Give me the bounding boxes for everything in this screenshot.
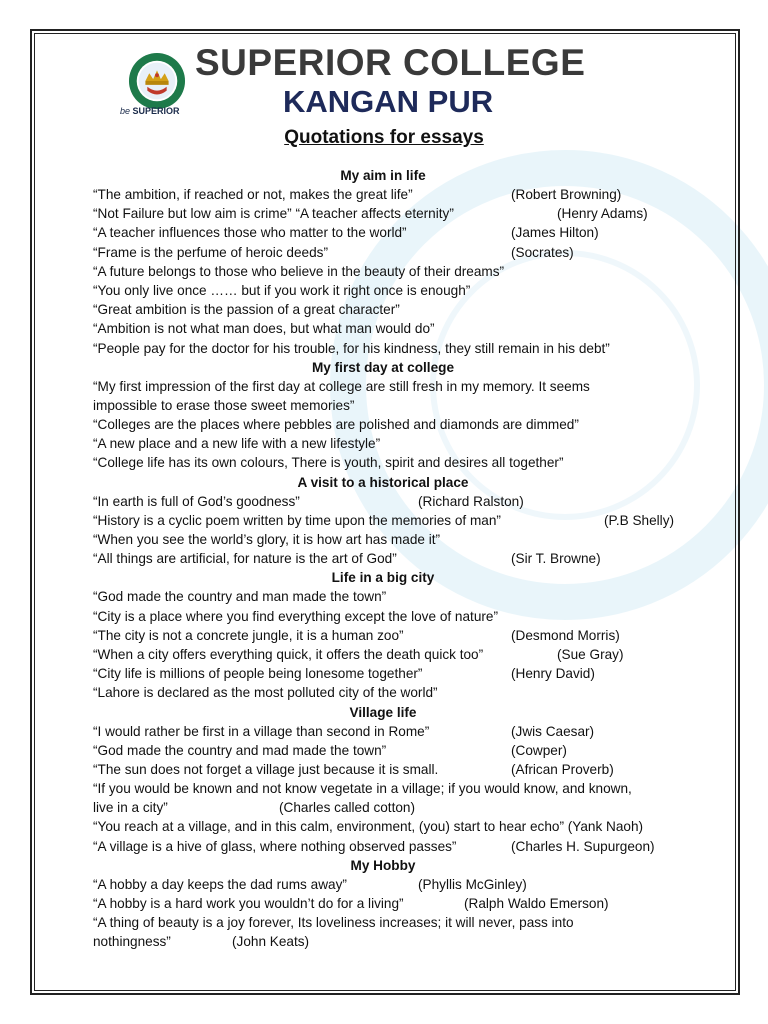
quote-text: “Frame is the perfume of heroic deeds” [93, 244, 328, 260]
college-name: SUPERIOR COLLEGE [195, 42, 586, 83]
quote-text: “City is a place where you find everything except the love of nature” [93, 608, 499, 624]
quote-text: “All things are artificial, for nature is the art of God” [93, 551, 397, 567]
quote-author: (Charles called cotton) [279, 800, 415, 816]
quote-text: “A new place and a new life with a new lifestyle” [93, 436, 381, 452]
quote-line [93, 626, 723, 645]
logo-tagline-superior: SUPERIOR [132, 106, 180, 116]
quote-line [93, 837, 723, 856]
quote-line [93, 779, 723, 798]
quote-author: (Henry Adams) [557, 206, 648, 222]
quote-line [93, 204, 723, 223]
quote-line [93, 607, 723, 626]
quote-text: “Not Failure but low aim is crime” “A teacher affects eternity” [93, 206, 454, 222]
quote-author: (Desmond Morris) [511, 627, 620, 643]
quote-line [93, 185, 723, 204]
quote-line [93, 434, 723, 453]
quote-author: (Robert Browning) [511, 187, 622, 202]
quote-line [93, 664, 723, 683]
quote-line [93, 683, 723, 702]
quote-author: (Charles H. Supurgeon) [511, 838, 655, 854]
quote-text: “College life has its own colours, There is youth, spirit and desires all together” [93, 455, 564, 471]
quote-line [93, 339, 723, 358]
college-logo-icon [128, 52, 186, 110]
quote-author: (Socrates) [511, 244, 574, 260]
quote-text: “God made the country and man made the town” [93, 589, 387, 605]
document-title: Quotations for essays [284, 127, 484, 148]
quote-author: (Jwis Caesar) [511, 723, 595, 739]
quote-line [93, 760, 723, 779]
quote-line [93, 396, 723, 415]
section-heading: Life in a big city [331, 570, 435, 586]
section-heading: My Hobby [350, 857, 416, 873]
quote-text: live in a city” [93, 800, 168, 816]
quote-line [93, 319, 723, 338]
quote-text: “In earth is full of God’s goodness” [93, 493, 300, 509]
quote-text: impossible to erase those sweet memories” [93, 397, 355, 413]
quote-text: “God made the country and mad made the town” [93, 742, 387, 758]
quote-line [93, 549, 723, 568]
quote-author: (John Keats) [232, 934, 310, 950]
logo-tagline-be: be [120, 106, 131, 116]
quote-line [93, 511, 723, 530]
logo-tagline [120, 106, 180, 116]
quote-line [93, 377, 723, 396]
quote-text: “History is a cyclic poem written by time upon the memories of man” [93, 512, 501, 528]
quote-line [93, 894, 723, 913]
quote-line [93, 415, 723, 434]
quote-text: “Ambition is not what man does, but what man would do” [93, 321, 435, 337]
quote-text: “When you see the world’s glory, it is how art has made it” [93, 532, 441, 547]
quote-line [93, 223, 723, 242]
quote-line [93, 875, 723, 894]
quote-text: “City life is millions of people being lonesome together” [93, 666, 423, 682]
quote-text: “You reach at a village, and in this calm, environment, (you) start to hear echo” (Yank Naoh) [93, 819, 644, 835]
quote-text: “When a city offers everything quick, it offers the death quick too” [93, 646, 484, 662]
quote-line [93, 645, 723, 664]
quote-text: “A future belongs to those who believe in the beauty of their dreams” [93, 263, 505, 279]
quote-text: “I would rather be first in a village than second in Rome” [93, 723, 430, 739]
quote-author: (Sir T. Browne) [511, 551, 601, 567]
quote-author: (Henry David) [511, 666, 595, 682]
quote-text: “The sun does not forget a village just because it is small. [93, 761, 439, 777]
quote-text: “A teacher influences those who matter to the world” [93, 225, 407, 241]
quote-author: (James Hilton) [511, 225, 599, 241]
quote-author: (P.B Shelly) [604, 512, 675, 528]
quote-author: (Richard Ralston) [418, 493, 524, 509]
quote-line [93, 492, 723, 511]
college-campus: KANGAN PUR [283, 84, 494, 119]
quote-line [93, 587, 723, 606]
quote-text: “A thing of beauty is a joy forever, Its loveliness increases; it will never, pass into [93, 915, 574, 931]
quote-line [93, 281, 723, 300]
quote-text: “Lahore is declared as the most polluted city of the world” [93, 685, 438, 701]
quote-author: (Ralph Waldo Emerson) [464, 896, 609, 911]
section-heading: Village life [349, 704, 417, 720]
quote-author: (African Proverb) [511, 761, 614, 777]
quotations-body [93, 166, 723, 952]
quote-line [93, 243, 723, 262]
section-heading: A visit to a historical place [297, 474, 469, 490]
quote-text: “The ambition, if reached or not, makes the great life” [93, 187, 413, 202]
quote-line [93, 453, 723, 472]
quote-text: nothingness” [93, 934, 171, 950]
quote-line [93, 932, 723, 951]
quote-line [93, 262, 723, 281]
quote-line [93, 722, 723, 741]
quote-text: “A hobby a day keeps the dad rums away” [93, 876, 347, 892]
quote-text: “A hobby is a hard work you wouldn’t do for a living” [93, 896, 404, 911]
quote-text: “My first impression of the first day at college are still fresh in my memory. It seems [93, 378, 590, 394]
quote-text: “If you would be known and not know vegetate in a village; if you would know, and known, [93, 781, 632, 797]
quote-text: “Colleges are the places where pebbles are polished and diamonds are dimmed” [93, 417, 579, 433]
quote-text: “The city is not a concrete jungle, it is a human zoo” [93, 627, 404, 643]
quote-text: “People pay for the doctor for his trouble, for his kindness, they still remain in his debt” [93, 340, 610, 356]
quote-author: (Phyllis McGinley) [418, 876, 527, 892]
quote-text: “Great ambition is the passion of a great character” [93, 302, 400, 318]
section-heading: My first day at college [311, 359, 455, 375]
quote-line [93, 741, 723, 760]
quote-line [93, 300, 723, 319]
quote-author: (Cowper) [511, 742, 567, 758]
quote-text: “A village is a hive of glass, where nothing observed passes” [93, 838, 457, 854]
section-heading: My aim in life [340, 168, 426, 183]
quote-author: (Sue Gray) [557, 646, 624, 662]
quote-line [93, 798, 723, 817]
quote-line [93, 530, 723, 549]
quote-text: “You only live once …… but if you work it right once is enough” [93, 282, 471, 298]
quote-line [93, 913, 723, 932]
quote-line [93, 817, 723, 836]
